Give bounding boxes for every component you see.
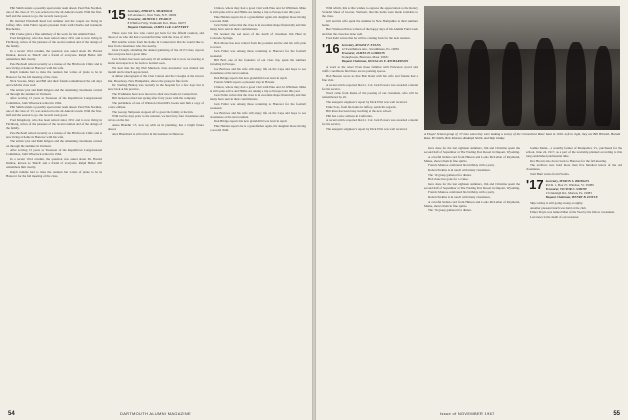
class-secretary: Secretary, ROGER F. EVANS [341, 43, 381, 48]
class-number: '16 [322, 41, 340, 57]
paragraph: Pete Bodwell retired recently as a trustee of the Hitchcock Clinic and is now living at home in Hanover with his wife. [6, 61, 102, 70]
paragraph: Bill Ross has been busy teaching at the new school. [326, 109, 392, 114]
paragraph: He married Elizabeth Reed last summer and the couple are living in Jaffrey. Mrs. John Fuller reports pleasant visits with Charlie and Jeannette Batchelder. [6, 18, 102, 31]
paragraph: Francis Smith reports a pleasant stay in Hawaii. [214, 80, 275, 85]
class-secretary: Secretary, MYRON S. BRIDGES [545, 179, 590, 184]
left-page [0, 0, 312, 420]
class-header-1915 [108, 9, 204, 29]
paragraph: A recent article reported that Lt. Col. Jack Powers was awarded a medal for his service. [322, 82, 418, 91]
paragraph: Joe Barlowe and his wife still enjoy life on the Cape and hope to see classmates at the next reunion. [210, 66, 306, 75]
paragraph: have done for the last eighteen summers, Jim and Christine spent the second half of September at The Trading Post Resort in Dupont, Wyoming. [424, 146, 520, 155]
paragraph: Jack Fuller was among those returning to Hanover for the football weekend. [210, 49, 306, 58]
paragraph: In a recent 1914 column, the question was asked about Dr. Harold Dunbar, known as 'Dutch' and a friend of everyone. Ralph Heller still remembers him clearly. [6, 48, 102, 62]
right-page [316, 0, 628, 420]
paragraph: After serving 13 years as Treasurer of the Republican Congressional Committee, John Wheelock retired in 1964. [6, 148, 102, 157]
paragraph: Bert Wadsworth has written of the happy days of his Alumni Fund work and that the class has done well. [322, 27, 418, 36]
survey-group-photo [424, 6, 620, 130]
paragraph: Robert Perkins is in touch with many classmates. [428, 195, 491, 200]
paragraph: Skip Gilday is still going strong at eighty. [530, 201, 584, 206]
running-footer: DARTMOUTH ALUMNI MAGAZINE [120, 411, 191, 416]
paragraph: The George Simpsons stopped off to greet the family at the Inn. [112, 109, 194, 114]
photo-figure [534, 38, 556, 126]
paragraph: Alex Blanchard is still active in his business in Hanover. [112, 131, 185, 136]
paragraph: A colorful Indian card from Hinson and Louis McLellan of Raymond, Maine, shows them in fine spirits. [424, 154, 520, 163]
paragraph: Francis Munroe celebrated his birthday with a party. [428, 163, 495, 168]
paragraph: Gill and his wife spent the summer in New Hampshire at their summer home. [322, 18, 418, 27]
paragraph: Phil Smith stands a possibly spectacular team ahead. Paul Fisk Northen, one of the class of '15, was selected to the all-America team. With the first-half and the season to go, the records look good. [6, 6, 102, 19]
paragraph: Last news is the death of our treasurer. [530, 214, 580, 219]
paragraph: Ralph Jenkins had to miss the reunion but writes of plans to be in Hanover for the fall meeting of the class. [6, 169, 102, 178]
paragraph: Bob Zone has gone for a cruise. [428, 177, 469, 182]
paragraph: A recent article reported that Lt. Col. Jack Powers was awarded a medal for his service. [322, 118, 418, 127]
paragraph: Bob Beeson wrote us that Bob Rand with his wife and friends had a fine visit. [322, 73, 418, 83]
class-agent: Bequest Chairman, DOUGLAS E. RICHARDSON [341, 59, 409, 64]
paragraph: Jack Sellers has been seriously ill all summer but is now recovering at home and expects to be back to normal soon. [108, 57, 204, 66]
paragraph: A word to the wise! Even those familiar with Princeton crowd and traffic conditions find there are no parking spaces. [322, 65, 418, 74]
paragraph: Phil has a new address in California. [326, 113, 373, 118]
right-column-1 [322, 6, 418, 132]
paragraph: Bill Jackson retired last spring after forty years with the company. [112, 96, 197, 101]
class-treasurer-address: 13 Oakleigh Rd., Marion, Pa. 19083 [545, 191, 592, 196]
photo-sky [424, 6, 620, 49]
paragraph: The artistic plot and Ruth Kilgore and the remaining classmates carried on through the summer in Vermont. [6, 87, 102, 96]
paragraph: We learned the sad news of the death of classmate Jim Hunt in Colorado Springs. [210, 32, 306, 41]
class-address: R.F.D. 1, Box 27, Windsor, Vt. 05089 [545, 183, 594, 188]
paragraph: Phil Clarke gives a fine summary of his work for the Alumni Fund. [10, 31, 96, 36]
paragraph: The energetic engineer's report by Dick Ellis was well received. [326, 127, 408, 132]
class-address: 12 Swarthmore Ave., Swarthmore, Pa. 19081 [341, 47, 400, 52]
paragraph: With which, this scribe wishes to express the appreciation to the Rotary Scandal Sheet of Groton, Vermont, that the items were made available to the class. [322, 6, 418, 19]
class-treasurer-address: Stoneybrook, Brewster, Mass. 02631 [341, 55, 389, 60]
photo-caption: A Thayer School group of '17 men when they were making a survey of the Connecticut River back in 1916. Left to right, they are Bill Brinsell, Harold Rose, Yiv Smith, Bob Johnson, Rudolph Smith, and Skip Gilday. [424, 132, 620, 140]
right-column-2 [424, 146, 520, 213]
paragraph: With twelve days prior to the reunion, we had forty-four classmates and wives on the list. [108, 114, 204, 123]
class-number: '15 [108, 7, 126, 22]
class-secretary: Secretary, PHILIP S. MURDOCK [127, 9, 173, 13]
paragraph: A dinner photograph of the Chat Canton and the Cloughs at the Glover Inn, Broadway, New Hampshire, shows the group in fine form. [108, 74, 204, 83]
left-column-1 [6, 6, 102, 178]
paragraph: Clinton, where they had a good visit with Pike and Al Whitman. Mike is still quite active and Hildie are taking a trip to Europe later this year. [210, 84, 306, 93]
paragraph: The publishers of one of Winston Churchill's books sent him a copy of a new edition. [108, 101, 204, 110]
paragraph: Dr. Sterling Bishop was recently in the hospital for a few days but is now back at his practice. [108, 83, 204, 92]
paragraph: Phil Smith stands a possibly spectacular team ahead. Paul Fisk Northen, one of the class of '15, was selected to the all-America team. With the first-half and the season to go, the records look good. [6, 105, 102, 118]
page-number: 55 [613, 411, 620, 417]
paragraph: Word came from Rome of the passing of our classmate, who will be remembered by all. [322, 91, 418, 100]
paragraph: Fred Kingsbury, who has been retired since 1951 and is now living in Fitchburg, writes of the pleasure of the recent reunion and of the doings of the family. [6, 117, 102, 131]
paragraph: The Frishmans have now moved to their new home in Connecticut. [112, 91, 198, 96]
paragraph: Doc Brown also drove back to Hanover for the fall meeting. [530, 158, 607, 163]
paragraph: Elmer Doyle was named Man of the Year by his fellow townsmen. [530, 210, 615, 215]
paragraph: Fred Kingsbury, who has been retired since 1951 and is now living in Fitchburg, writes of the pleasure of the recent reunion and of the doings of the family. [6, 36, 102, 49]
paragraph: The archives now hold more than five hundred letters of the old classmates. [526, 163, 622, 172]
paragraph: A colorful Indian card from Hinson and Louis McLellan of Raymond, Maine, shows them in fine spirits. [424, 199, 520, 208]
paragraph: Robert Perkins is in touch with many classmates. [428, 167, 491, 172]
paragraph: The artistic plot and Ruth Kilgore and the remaining classmates carried on through the summer in Vermont. [6, 139, 102, 148]
paragraph: Joshua Mann... a wealthy farmer of Montpelier, Vt., purchased for the school, June 24, 1917, as a part of the township planned according to this long established patrimonial time. [526, 146, 622, 159]
running-footer: Issue of NOVEMBER 1967 [440, 411, 495, 416]
class-officers [342, 43, 409, 63]
photo-figure [438, 44, 458, 124]
paragraph: Bill Adams writes from his home in Connecticut that he would like to hear from classmates who live nearby. [108, 39, 204, 48]
paragraph: Jack Fuller was among those returning to Hanover for the football weekend. [210, 102, 306, 111]
paragraph: Emie Foss, from his home in Jaffrey, sends his regards. [326, 104, 397, 109]
photo-figure [566, 42, 586, 126]
class-number: '17 [526, 177, 544, 193]
paragraph: Tom Hunt writes from Florida. [530, 172, 570, 177]
class-treasurer: Treasurer, ARTHUR J. PEARCE [127, 17, 172, 21]
class-agent: Bequest Chairman, JAMES LeR. LAFFERTY [127, 25, 189, 29]
paragraph: Jack Fuller writes that the class is in excellent shape financially and that many have sent in their contributions. [210, 93, 306, 102]
paragraph: Joe Barlowe and his wife still enjoy life on the Cape and hope to see classmates at the next reunion. [210, 110, 306, 119]
paragraph: Bill Bell, one of the founders of our class trip, spent the summer traveling in Europe. [210, 58, 306, 67]
page-number: 54 [8, 411, 15, 417]
left-column-3 [210, 6, 306, 133]
paragraph: Fred Kehr writes that he will be coming back for the next reunion. [326, 36, 411, 41]
paragraph: The '16 group gathered for dinner. [428, 172, 472, 177]
paragraph: Nick Sowles, Mary and Bill and their friends remembered the old days and wish the class well. [6, 79, 102, 88]
paragraph: There were but few who could get back for the fiftieth reunion, and those of us who did had a wonderful time with the class of 1915. [108, 31, 204, 40]
class-header-1916 [322, 43, 418, 63]
paragraph: Clinton, where they had a good visit with Pike and Al Whitman. Mike is still quite active and Hildie are taking a trip to Europe later this year. [210, 6, 306, 15]
paragraph: In a recent 1914 column, the question was asked about Dr. Harold Dunbar, known as 'Dutch' and a friend of everyone. Ralph Heller still remembers him clearly. [6, 156, 102, 169]
paragraph: Dan Bridge reports his new grandchild was born in April. [214, 75, 288, 80]
photo-figure [502, 42, 522, 126]
class-agent: Bequest Chairman, HENRY B. DOYLE [545, 195, 598, 200]
left-column-2 [108, 6, 204, 136]
class-officers [546, 179, 598, 199]
paragraph: Amos Blandin '15, now up with us in planning, has a bright future ahead. [108, 122, 204, 132]
paragraph: The energetic engineer's report by Dick Ellis was well received. [326, 100, 408, 104]
class-treasurer-address: 8 Whitford Way, Yarmouth Port, Mass. 02675 [127, 21, 186, 25]
paragraph: Bob Morse has now retired from his position and he and his wife plan to travel. [210, 40, 306, 49]
photo-figure [468, 40, 490, 126]
class-treasurer: Treasurer, JAMES H. GORDON [341, 51, 385, 56]
paragraph: After serving 13 years as Treasurer of the Republican Congressional Committee, John Wheelock retired in 1964. [6, 96, 102, 105]
paragraph: Pike Halden reports he is a grandfather again, his daughter Rose having a second child. [210, 124, 306, 133]
photo-figure [594, 46, 612, 126]
paragraph: We hear that the big Phil Murdock class newsletter was mailed last month and is much appreciated. [108, 65, 204, 74]
class-address: 245 Avenue C, New York, N.Y. 10009 [127, 13, 177, 17]
class-header-1917 [526, 179, 622, 199]
paragraph: Francis Munroe celebrated his birthday with a party. [428, 190, 495, 195]
paragraph: Another pleasant lunch was held at the club. [530, 205, 587, 210]
paragraph: Pike Halden reports he is a grandfather again, his daughter Rose having a second child. [210, 14, 306, 23]
paragraph: Jack Fuller writes that the class is in excellent shape financially and that many have sent in their contributions. [210, 23, 306, 32]
paragraph: Ralph Jenkins had to miss the reunion but writes of plans to be in Hanover for the fall meeting of the class. [6, 70, 102, 79]
paragraph: Pete Bodwell retired recently as a trustee of the Hitchcock Clinic and is now living at home in Hanover with his wife. [6, 130, 102, 139]
class-treasurer: Treasurer, VICTOR C. SMITH [545, 187, 587, 192]
paragraph: Dan Bridge reports his new grandchild was born in April. [214, 119, 288, 124]
paragraph: Glen Clough, attending the annual gathering of the 1915 Class, reports that everyone had a great time. [108, 48, 204, 57]
paragraph: The '16 group gathered for dinner. [428, 208, 472, 213]
right-column-3 [526, 146, 622, 220]
class-officers [128, 9, 189, 29]
paragraph: have done for the last eighteen summers, Jim and Christine spent the second half of September at The Trading Post Resort in Dupont, Wyoming. [424, 181, 520, 190]
